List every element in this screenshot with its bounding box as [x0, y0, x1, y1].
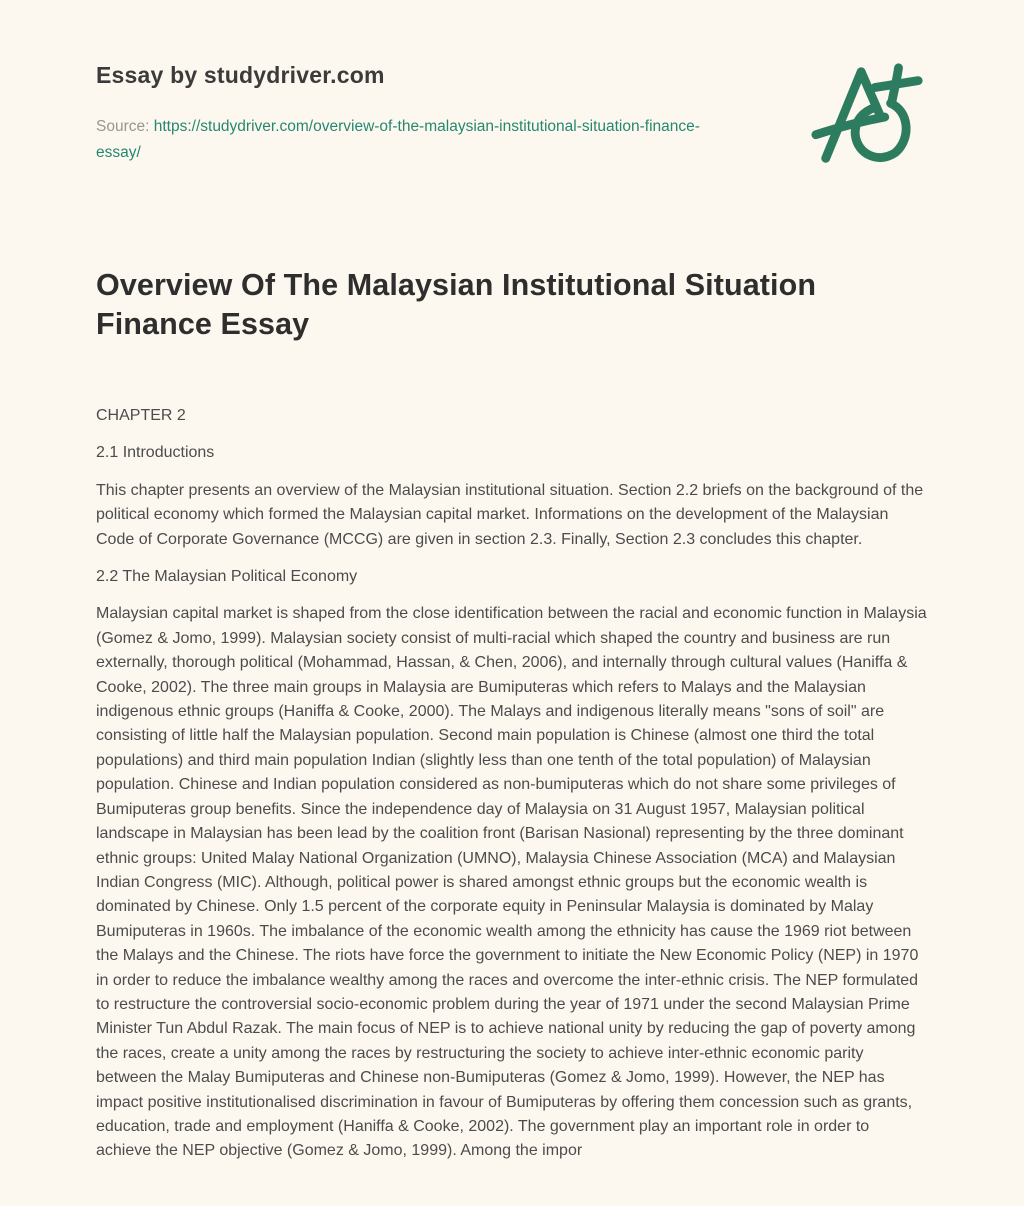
source-url-link[interactable]: https://studydriver.com/overview-of-the-malaysian-institutional-situation-finance-essay/: [96, 118, 700, 161]
essay-body: [96, 404, 928, 1164]
source-line: [96, 114, 721, 166]
essay-title: Overview Of The Malaysian Institutional Situation Finance Essay: [96, 268, 817, 341]
byline: Essay by studydriver.com: [96, 62, 385, 88]
section-heading-political-economy: 2.2 The Malaysian Political Economy: [96, 568, 358, 586]
paragraph-political-economy: Malaysian capital market is shaped from the close identification between the racial and economic function in Malaysia (Gomez & Jomo, 1999). Malaysian society consist of multi-racial which shaped the country and business are run externally, thorough political (Mohammad, Hassan, & Chen, 2006), and internally through cultural values (Haniffa & Cooke, 2002). The three main groups in Malaysia are Bumiputeras which refers to Malays and the Malaysian indigenous ethnic groups (Haniffa & Cooke, 2000). The Malays and indigenous literally means "sons of soil" are consisting of little half the Malaysian population. Second main population is Chinese (almost one third the total populations) and third main population Indian (slightly less than one tenth of the total population) of Malaysian population. Chinese and Indian population considered as non-bumiputeras which do not share some privileges of Bumiputeras group benefits. Since the independence day of Malaysia on 31 August 1957, Malaysian political landscape in Malaysian has been lead by the coalition front (Barisan Nasional) representing by the three dominant ethnic groups: United Malay National Organization (UMNO), Malaysia Chinese Association (MCA) and Malaysian Indian Congress (MIC). Although, political power is shared amongst ethnic groups but the economic wealth is dominated by Chinese. Only 1.5 percent of the corporate equity in Peninsular Malaysia is dominated by Malay Bumiputeras in 1960s. The imbalance of the economic wealth among the ethnicity has cause the 1969 riot between the Malays and the Chinese. The riots have force the government to initiate the New Economic Policy (NEP) in 1970 in order to reduce the imbalance wealthy among the races and overcome the inter-ethnic crisis. The NEP formulated to restructure the controversial socio-economic problem during the year of 1971 under the second Malaysian Prime Minister Tun Abdul Razak. The main focus of NEP is to achieve national unity by reducing the gap of poverty among the races, create a unity among the races by restructuring the society to achieve inter-ethnic economic parity between the Malay Bumiputeras and Chinese non-Bumiputeras (Gomez & Jomo, 1999). However, the NEP has impact positive institutionalised discrimination in favour of Bumiputeras by offering them concession such as grants, education, trade and employment (Haniffa & Cooke, 2002). The government play an important role in order to achieve the NEP objective (Gomez & Jomo, 1999). Among the impor: [96, 605, 927, 1160]
paragraph-introduction: This chapter presents an overview of the Malaysian institutional situation. Section 2.2 briefs on the background of the political economy which formed the Malaysian capital market. Informations on the development of the Malaysian Code of Corporate Governance (MCCG) are given in section 2.3. Finally, Section 2.3 concludes this chapter.: [96, 481, 924, 548]
section-heading-introductions: 2.1 Introductions: [96, 444, 215, 462]
a-plus-logo-icon: [810, 60, 928, 178]
source-label: Source:: [96, 118, 150, 135]
chapter-heading: CHAPTER 2: [96, 407, 186, 424]
page-header: [96, 62, 928, 166]
